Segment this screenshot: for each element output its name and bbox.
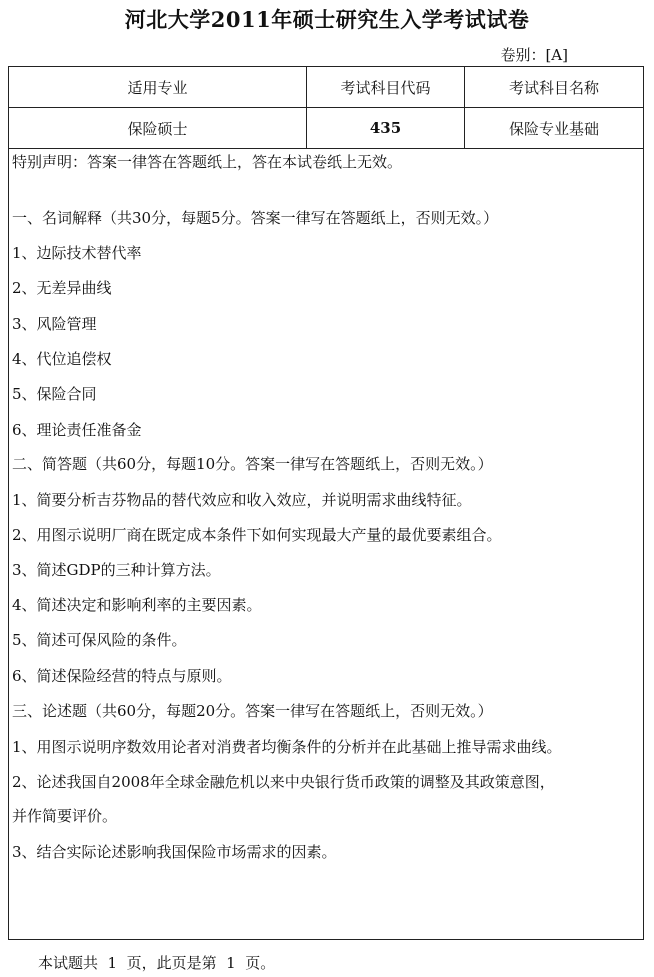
section-1-item: 1、边际技术替代率 [12, 244, 142, 262]
special-notice: 特别声明：答案一律答在答题纸上，答在本试卷纸上无效。 [12, 153, 403, 171]
value-subject-name: 保险专业基础 [508, 119, 599, 138]
section-3-item: 2、论述我国自2008年全球金融危机以来中央银行货币政策的调整及其政策意图， [12, 773, 555, 791]
value-subject-code: 435 [307, 108, 465, 148]
section-2-item: 2、用图示说明厂商在既定成本条件下如何实现最大产量的最优要素组合。 [12, 526, 502, 544]
exam-frame [8, 66, 644, 940]
section-2-heading: 二、简答题（共60分，每题10分。答案一律写在答题纸上，否则无效。） [12, 455, 493, 473]
value-row [9, 108, 643, 149]
header-subject-name: 考试科目名称 [508, 78, 599, 97]
section-1-item: 5、保险合同 [12, 385, 97, 403]
header-major: 适用专业 [9, 67, 307, 107]
section-1-item: 3、风险管理 [12, 315, 97, 333]
header-row [9, 67, 643, 108]
section-1-item: 4、代位追偿权 [12, 350, 112, 368]
section-2-item: 5、简述可保风险的条件。 [12, 631, 187, 649]
section-2-item: 1、简要分析吉芬物品的替代效应和收入效应，并说明需求曲线特征。 [12, 491, 472, 509]
section-2-item: 6、简述保险经营的特点与原则。 [12, 667, 232, 685]
exam-title: 河北大学2011年硕士研究生入学考试试卷 [124, 7, 530, 32]
section-3-item-continued: 并作简要评价。 [12, 807, 118, 825]
paper-code: 卷别：[A] [500, 46, 568, 64]
section-3-item: 3、结合实际论述影响我国保险市场需求的因素。 [12, 843, 337, 861]
section-3-heading: 三、论述题（共60分，每题20分。答案一律写在答题纸上，否则无效。） [12, 702, 493, 720]
header-subject-code: 考试科目代码 [307, 67, 465, 107]
section-1-item: 2、无差异曲线 [12, 279, 112, 297]
section-2-item: 3、简述GDP的三种计算方法。 [12, 561, 221, 579]
page-footer: 本试题共 1 页，此页是第 1 页。 [38, 954, 276, 972]
value-major: 保险硕士 [9, 108, 307, 148]
section-3-item: 1、用图示说明序数效用论者对消费者均衡条件的分析并在此基础上推导需求曲线。 [12, 738, 562, 756]
section-1-item: 6、理论责任准备金 [12, 421, 142, 439]
section-2-item: 4、简述决定和影响利率的主要因素。 [12, 596, 262, 614]
section-1-heading: 一、名词解释（共30分，每题5分。答案一律写在答题纸上，否则无效。） [12, 209, 499, 227]
